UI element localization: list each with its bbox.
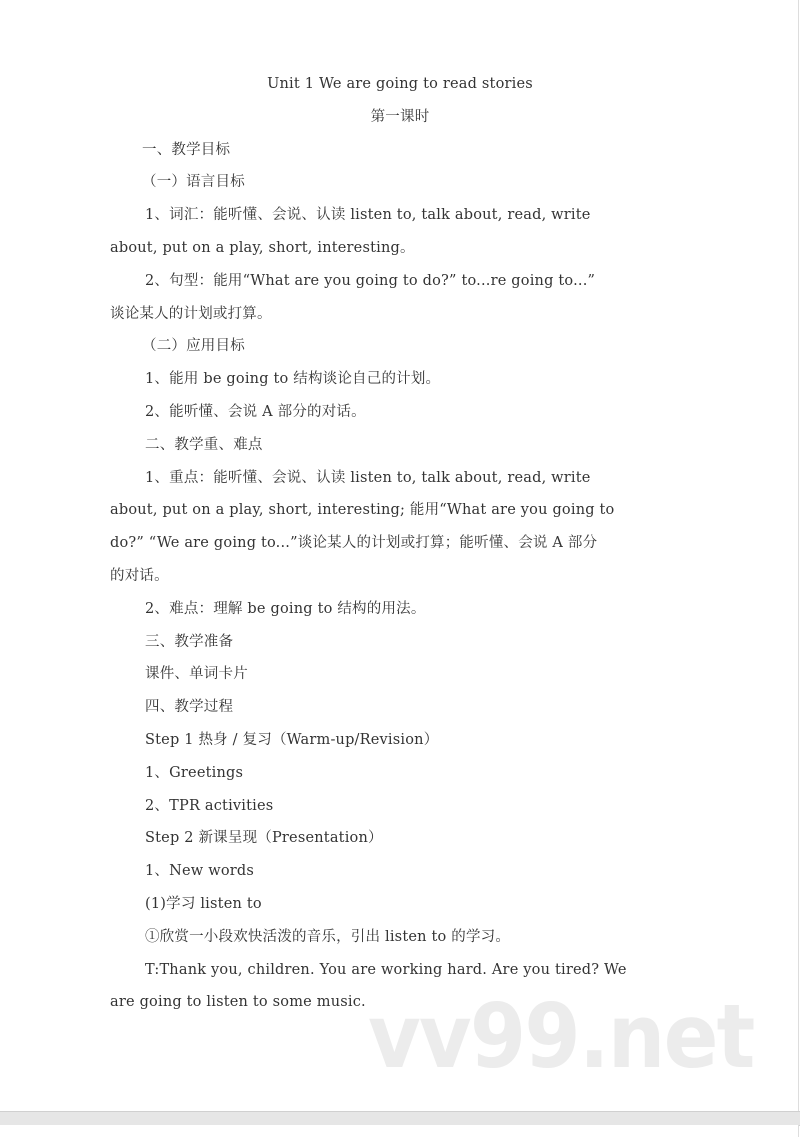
paragraph-line: 1、Greetings <box>145 764 244 781</box>
subsection-heading: （二）应用目标 <box>142 338 245 355</box>
paragraph-line: 2、能听懂、会说 A 部分的对话。 <box>145 403 366 420</box>
paragraph-line: (1)学习 listen to <box>145 895 262 912</box>
next-page <box>0 1125 799 1137</box>
section-heading: 四、教学过程 <box>145 699 234 716</box>
section-heading: 一、教学目标 <box>142 141 231 158</box>
paragraph-line: 2、句型：能用“What are you going to do?” to...re going to...” <box>145 272 596 289</box>
watermark: vv99.net <box>368 985 754 1088</box>
page-separator <box>0 1111 800 1126</box>
section-heading: 三、教学准备 <box>145 633 234 650</box>
paragraph-line: do?” “We are going to...”谈论某人的计划或打算；能听懂、会说 A 部分 <box>110 535 598 552</box>
paragraph-line: 谈论某人的计划或打算。 <box>110 305 272 322</box>
subsection-heading: （一）语言目标 <box>142 174 245 191</box>
paragraph-line: 的对话。 <box>110 567 169 584</box>
paragraph-line: 课件、单词卡片 <box>145 666 248 683</box>
paragraph-line: 1、重点：能听懂、会说、认读 listen to, talk about, read, write <box>145 469 591 486</box>
section-heading: 二、教学重、难点 <box>145 436 263 453</box>
paragraph-line: 1、New words <box>145 863 255 880</box>
paragraph-line: 1、词汇：能听懂、会说、认读 listen to, talk about, read, write <box>145 207 591 224</box>
paragraph-line: 1、能用 be going to 结构谈论自己的计划。 <box>145 371 441 388</box>
paragraph-line: 2、TPR activities <box>145 797 274 814</box>
document-subtitle: 第一课时 <box>370 108 430 125</box>
step-heading: Step 1 热身 / 复习（Warm-up/Revision） <box>145 731 439 748</box>
paragraph-line: about, put on a play, short, interesting。 <box>110 239 415 256</box>
paragraph-line: about, put on a play, short, interesting; 能用“What are you going to <box>110 502 615 519</box>
document-body <box>0 68 800 1019</box>
document-title: Unit 1 We are going to read stories <box>267 76 533 92</box>
paragraph-line: ①欣赏一小段欢快活泼的音乐，引出 listen to 的学习。 <box>145 928 511 945</box>
paragraph-line: 2、难点：理解 be going to 结构的用法。 <box>145 600 426 617</box>
paragraph-line: are going to listen to some music. <box>110 994 366 1011</box>
paragraph-line: T:Thank you, children. You are working hard. Are you tired? We <box>145 961 627 978</box>
step-heading: Step 2 新课呈现（Presentation） <box>145 830 383 847</box>
